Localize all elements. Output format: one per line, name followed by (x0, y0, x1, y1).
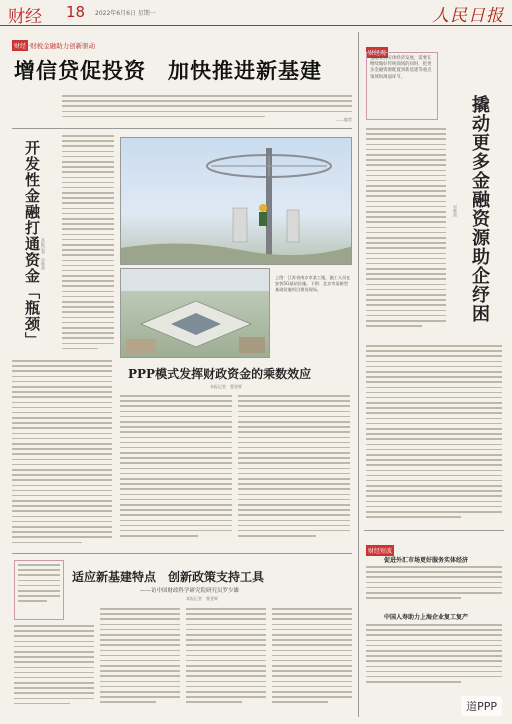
editor-lead (62, 95, 352, 123)
interview-subhead: ——访中国财政科学研究院研究员罗少雄 (140, 588, 240, 594)
photo-caption: 上图：江苏省南京市某工地，施工人员在安装5G基站设施。下图：北京市某新型基础设施项目建设现场。 (275, 275, 351, 292)
interview-col1 (14, 625, 94, 715)
feature-body-col (62, 135, 114, 357)
main-kicker-row (12, 33, 95, 52)
main-headline: 增信贷促投资 加快推进新基建 (14, 59, 322, 83)
interview-col3 (186, 608, 266, 716)
section-tag: 财经 (12, 40, 28, 51)
interview-col4 (272, 608, 352, 716)
sub-feature-title: 开发性金融打通资金「瓶颈」 (23, 140, 41, 348)
commentary-headline: 撬动更多金融资源助企纾困 (469, 95, 490, 323)
ppp-body-col2 (238, 395, 350, 550)
rule-briefs (364, 530, 504, 531)
section-name: 财经 (8, 7, 42, 27)
interview-byline: 本报记者 曹金辉 (186, 596, 218, 601)
commentary-intro: 金融支持实体经济发展，需要在继续做好传统领域的同时，把更多金融资源配置到新基建等重点领域和薄弱环节。 (370, 56, 432, 80)
ppp-byline: 本报记者 曹金辉 (210, 384, 242, 389)
feature-body-lower (12, 360, 112, 550)
commentary-byline: 吴秋余 (453, 205, 458, 217)
photo-caption-box (275, 275, 351, 345)
commentary-intro-box (366, 52, 438, 120)
interview-headline: 适应新基建特点 创新政策支持工具 (72, 570, 265, 584)
ppp-body-col1 (120, 395, 232, 550)
briefs-tag: 财经短波 (366, 545, 394, 556)
tower-illustration (121, 138, 352, 265)
editor-sign: ——编者 (336, 117, 352, 122)
photo-aerial-building (120, 268, 270, 358)
commentary-body-col2 (366, 345, 502, 525)
ppp-headline: PPP模式发挥财政资金的乘数效应 (128, 367, 312, 381)
interview-col2 (100, 608, 180, 716)
column-divider (358, 32, 359, 717)
commentary-body-col1 (366, 128, 446, 338)
commentary-tag: 财经观 (366, 47, 388, 58)
brief-1-body (366, 566, 502, 608)
main-kicker: ·财税金融助力创新驱动 (28, 42, 96, 50)
date-line: 2022年6月6日 星期一 (95, 10, 156, 17)
page-number: 18 (66, 3, 86, 21)
interview-intro-box (14, 560, 64, 620)
watermark: 道PPP (461, 696, 502, 716)
newspaper-masthead: 人民日报 (432, 6, 504, 26)
brief-1-title: 促进外汇市场更好服务实体经济 (384, 557, 469, 564)
photo-5g-tower (120, 137, 352, 265)
rule-bottom (12, 553, 352, 554)
building-illustration (121, 269, 270, 358)
rule-lead (12, 128, 352, 129)
brief-2-title: 中国人寿助力上海企业复工复产 (384, 614, 469, 621)
sub-feature-byline: 本报记者 吴秋余 (41, 238, 46, 270)
